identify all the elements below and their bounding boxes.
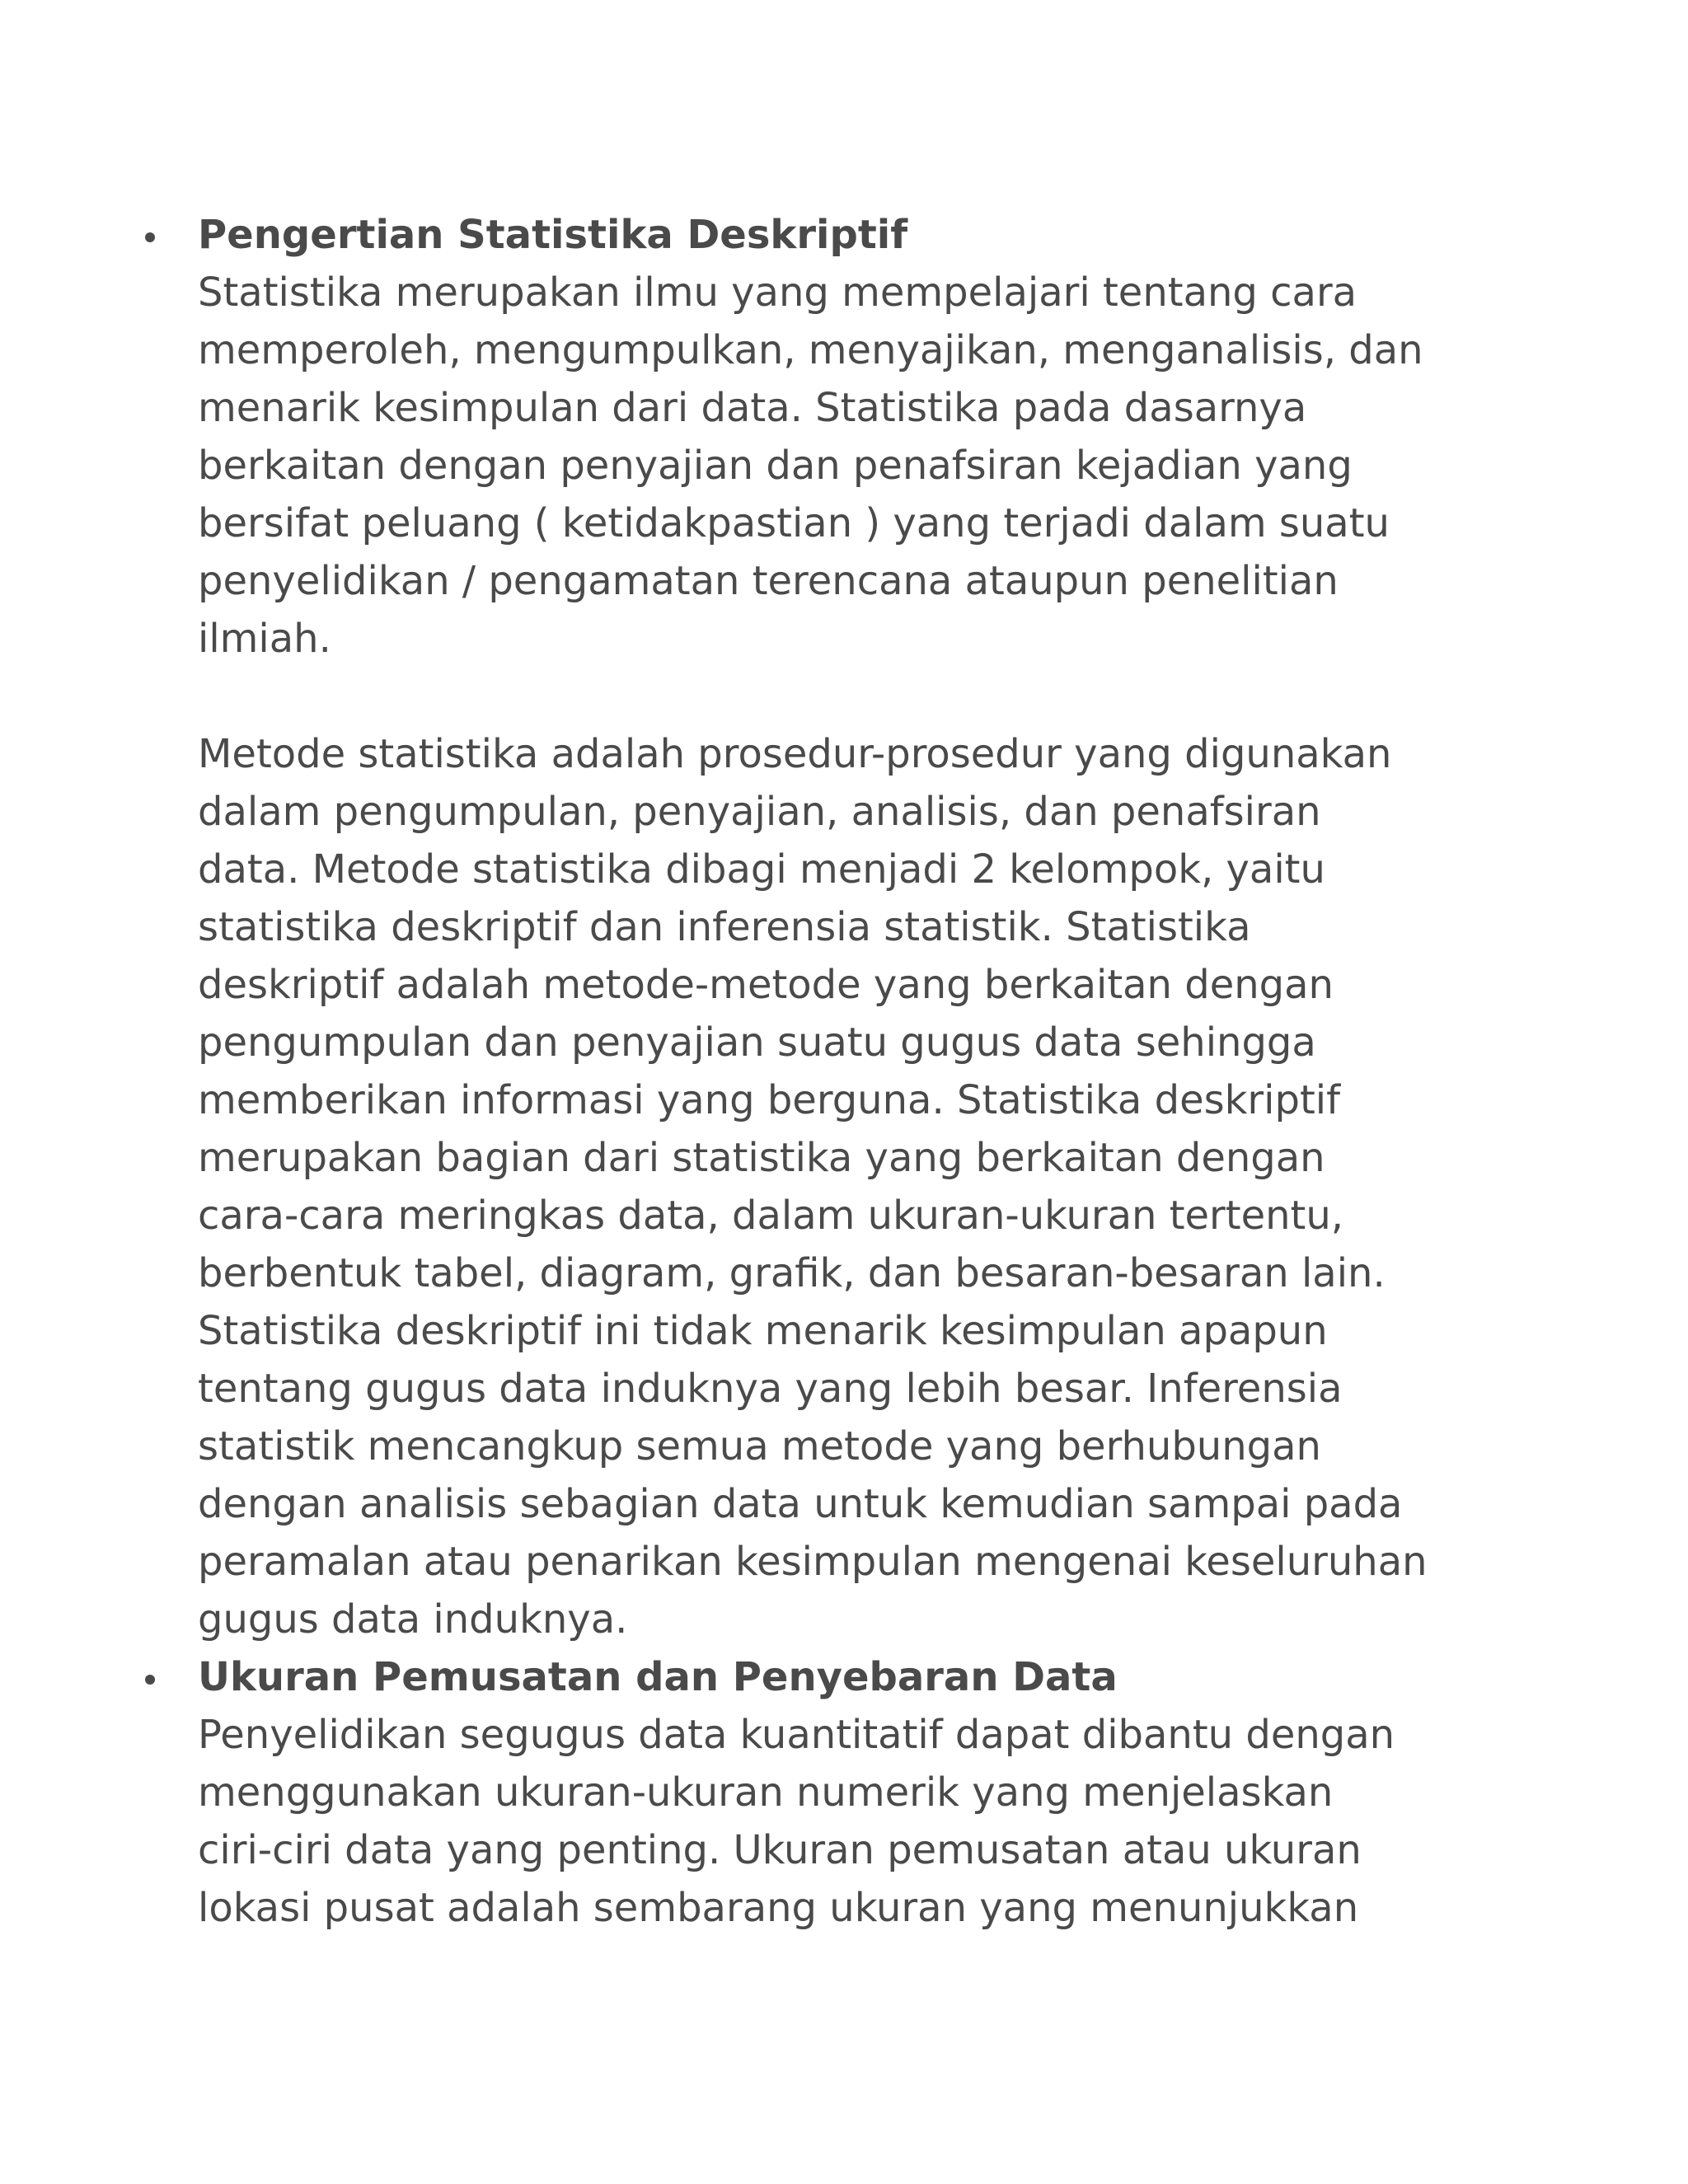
section-heading: Pengertian Statistika Deskriptif xyxy=(198,212,908,258)
bullet-icon xyxy=(145,1675,155,1685)
section-heading: Ukuran Pemusatan dan Penyebaran Data xyxy=(198,1654,1118,1700)
paragraph xyxy=(198,725,1533,1648)
text-line: berkaitan dengan penyajian dan penafsiran kejadian yang xyxy=(198,443,1353,489)
text-line: ilmiah. xyxy=(198,616,331,662)
text-line: deskriptif adalah metode-metode yang berkaitan dengan xyxy=(198,962,1334,1008)
text-line: Statistika deskriptif ini tidak menarik kesimpulan apapun xyxy=(198,1308,1328,1354)
paragraph xyxy=(198,1706,1533,1937)
text-line: berbentuk tabel, diagram, grafik, dan besaran-besaran lain. xyxy=(198,1250,1386,1296)
text-line: Statistika merupakan ilmu yang mempelajari tentang cara xyxy=(198,269,1357,316)
list-item xyxy=(198,206,1533,1648)
text-line: data. Metode statistika dibagi menjadi 2 kelompok, yaitu xyxy=(198,846,1325,893)
text-line: gugus data induknya. xyxy=(198,1596,628,1643)
list-item xyxy=(198,1648,1533,1937)
text-line: statistika deskriptif dan inferensia statistik. Statistika xyxy=(198,904,1251,950)
text-line: dalam pengumpulan, penyajian, analisis, dan penafsiran xyxy=(198,789,1321,835)
text-line: ciri-ciri data yang penting. Ukuran pemusatan atau ukuran xyxy=(198,1827,1362,1873)
text-line: merupakan bagian dari statistika yang berkaitan dengan xyxy=(198,1135,1325,1181)
text-line: memperoleh, mengumpulkan, menyajikan, menganalisis, dan xyxy=(198,327,1423,373)
text-line: peramalan atau penarikan kesimpulan mengenai keseluruhan xyxy=(198,1539,1428,1585)
text-line: cara-cara meringkas data, dalam ukuran-ukuran tertentu, xyxy=(198,1193,1344,1239)
text-line: statistik mencangkup semua metode yang berhubungan xyxy=(198,1423,1321,1469)
text-line: bersifat peluang ( ketidakpastian ) yang terjadi dalam suatu xyxy=(198,500,1390,546)
paragraph-gap xyxy=(198,668,1533,725)
bullet-list xyxy=(198,206,1533,1937)
text-line: lokasi pusat adalah sembarang ukuran yang menunjukkan xyxy=(198,1885,1359,1931)
text-line: penyelidikan / pengamatan terencana ataupun penelitian xyxy=(198,558,1339,604)
text-line: Metode statistika adalah prosedur-prosedur yang digunakan xyxy=(198,731,1392,777)
text-line: pengumpulan dan penyajian suatu gugus data sehingga xyxy=(198,1019,1316,1066)
text-line: menarik kesimpulan dari data. Statistika pada dasarnya xyxy=(198,385,1307,431)
text-line: dengan analisis sebagian data untuk kemudian sampai pada xyxy=(198,1481,1403,1527)
bullet-icon xyxy=(145,232,155,242)
text-line: Penyelidikan segugus data kuantitatif dapat dibantu dengan xyxy=(198,1712,1395,1758)
text-line: menggunakan ukuran-ukuran numerik yang menjelaskan xyxy=(198,1769,1334,1816)
text-line: tentang gugus data induknya yang lebih besar. Inferensia xyxy=(198,1366,1343,1412)
text-line: memberikan informasi yang berguna. Statistika deskriptif xyxy=(198,1077,1340,1123)
paragraph xyxy=(198,264,1533,668)
